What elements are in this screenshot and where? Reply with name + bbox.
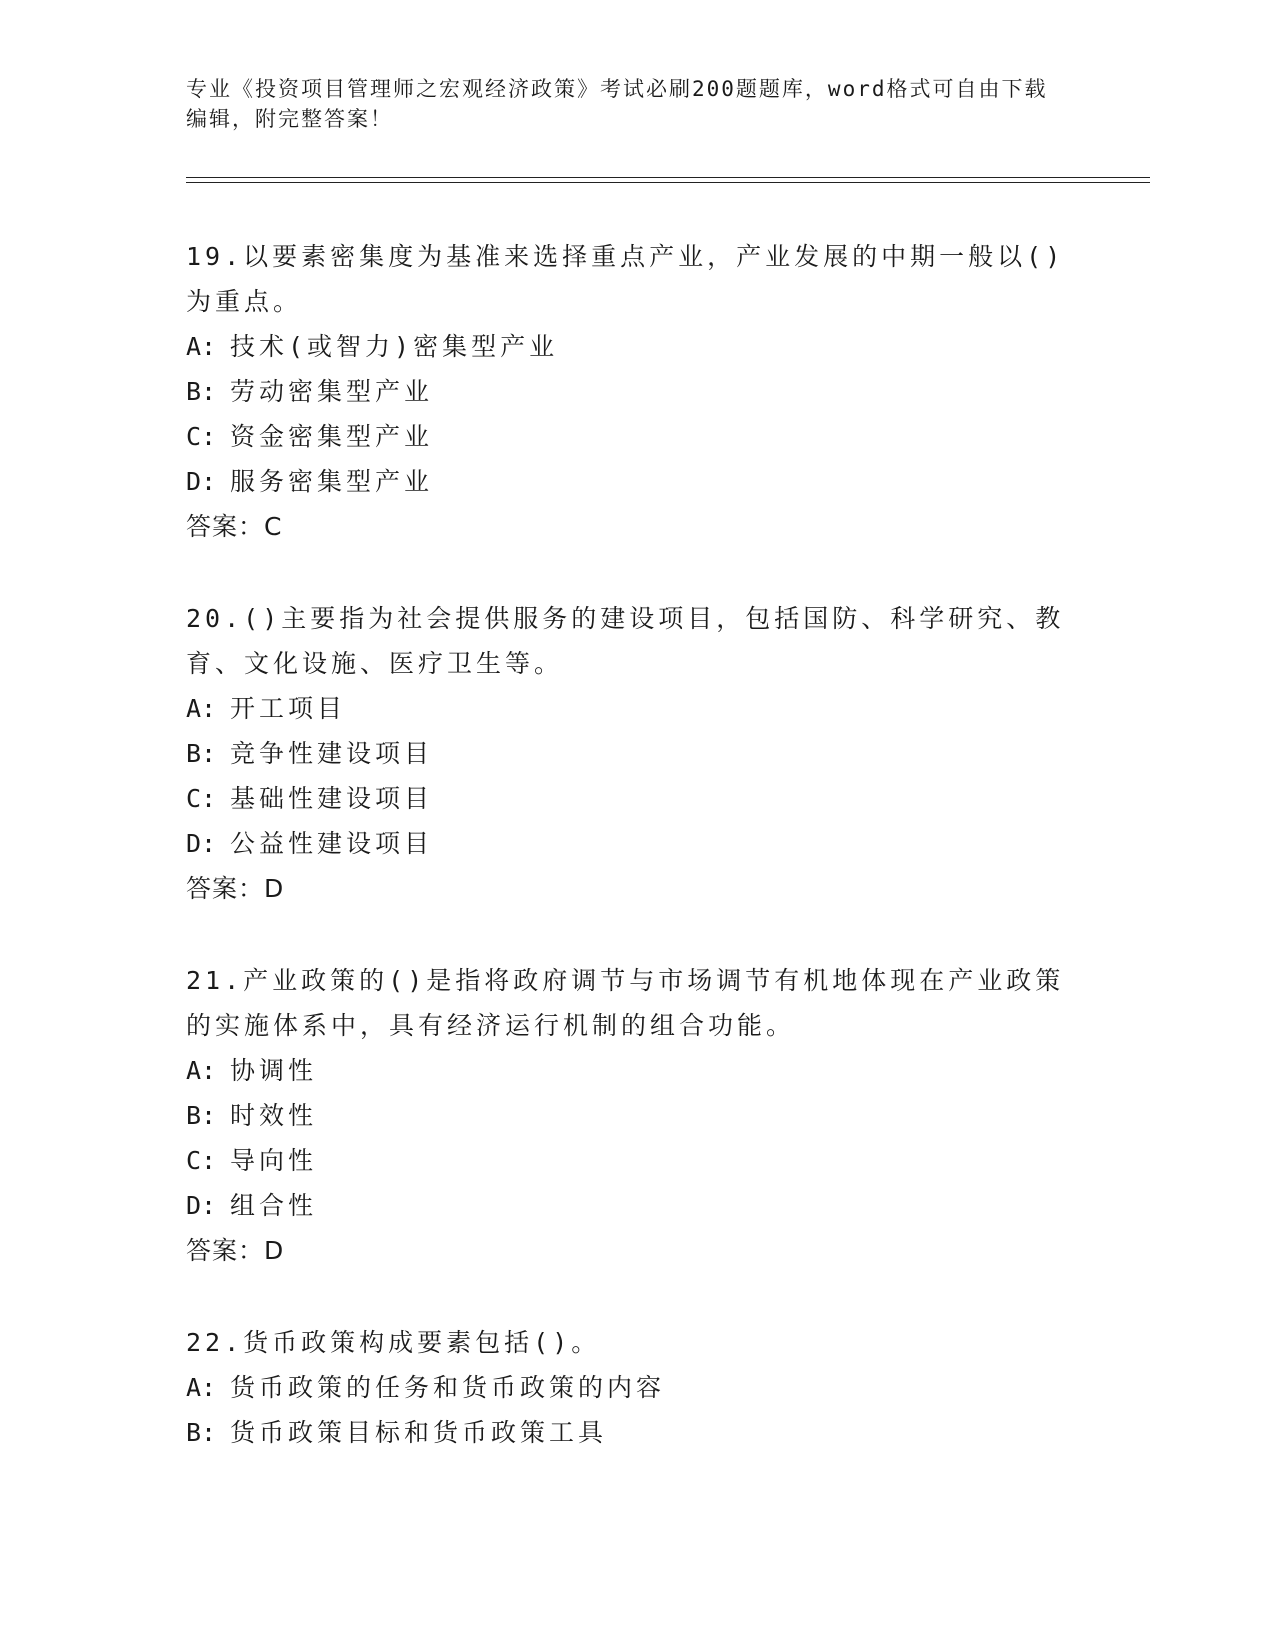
option-key: C: <box>186 422 217 451</box>
option-text: 资金密集型产业 <box>230 422 434 451</box>
option-key: B: <box>186 1418 217 1447</box>
option-key: A: <box>186 332 217 361</box>
option-b <box>186 731 1086 776</box>
option-text: 竞争性建设项目 <box>230 739 434 768</box>
answer-line: 答案：C <box>186 512 283 541</box>
option-d <box>186 1183 1086 1228</box>
option-text: 公益性建设项目 <box>230 829 434 858</box>
option-key: C: <box>186 1146 217 1175</box>
header-divider-top <box>186 177 1150 178</box>
question-22 <box>186 1320 1086 1455</box>
option-b <box>186 1410 1086 1455</box>
option-text: 货币政策目标和货币政策工具 <box>230 1418 608 1447</box>
question-stem: 19.以要素密集度为基准来选择重点产业，产业发展的中期一般以()为重点。 <box>186 242 1065 316</box>
header-divider-bottom <box>186 182 1150 183</box>
option-key: A: <box>186 1373 217 1402</box>
option-key: D: <box>186 1191 217 1220</box>
option-key: C: <box>186 784 217 813</box>
option-d <box>186 459 1086 504</box>
option-key: D: <box>186 829 217 858</box>
option-text: 导向性 <box>230 1146 318 1175</box>
question-stem: 22.货币政策构成要素包括()。 <box>186 1328 601 1357</box>
option-text: 开工项目 <box>230 694 347 723</box>
answer-line: 答案：D <box>186 874 285 903</box>
question-19 <box>186 234 1086 549</box>
option-text: 时效性 <box>230 1101 318 1130</box>
option-text: 基础性建设项目 <box>230 784 434 813</box>
option-b <box>186 1093 1086 1138</box>
option-key: B: <box>186 739 217 768</box>
option-a <box>186 1048 1086 1093</box>
option-text: 技术(或智力)密集型产业 <box>230 332 559 361</box>
question-21 <box>186 958 1086 1273</box>
option-a <box>186 1365 1086 1410</box>
option-text: 服务密集型产业 <box>230 467 434 496</box>
option-d <box>186 821 1086 866</box>
option-b <box>186 369 1086 414</box>
option-text: 组合性 <box>230 1191 318 1220</box>
question-stem: 20.()主要指为社会提供服务的建设项目，包括国防、科学研究、教育、文化设施、医疗卫生等。 <box>186 604 1065 678</box>
option-key: D: <box>186 467 217 496</box>
option-text: 劳动密集型产业 <box>230 377 434 406</box>
option-c <box>186 776 1086 821</box>
question-stem: 21.产业政策的()是指将政府调节与市场调节有机地体现在产业政策的实施体系中，具有经济运行机制的组合功能。 <box>186 966 1065 1040</box>
option-key: A: <box>186 694 217 723</box>
option-key: A: <box>186 1056 217 1085</box>
document-header: 专业《投资项目管理师之宏观经济政策》考试必刷200题题库，word格式可自由下载编辑，附完整答案！ <box>186 77 1048 131</box>
option-key: B: <box>186 377 217 406</box>
option-text: 货币政策的任务和货币政策的内容 <box>230 1373 666 1402</box>
option-c <box>186 414 1086 459</box>
answer-line: 答案：D <box>186 1236 285 1265</box>
option-c <box>186 1138 1086 1183</box>
option-key: B: <box>186 1101 217 1130</box>
option-text: 协调性 <box>230 1056 318 1085</box>
question-20 <box>186 596 1086 911</box>
option-a <box>186 686 1086 731</box>
option-a <box>186 324 1086 369</box>
